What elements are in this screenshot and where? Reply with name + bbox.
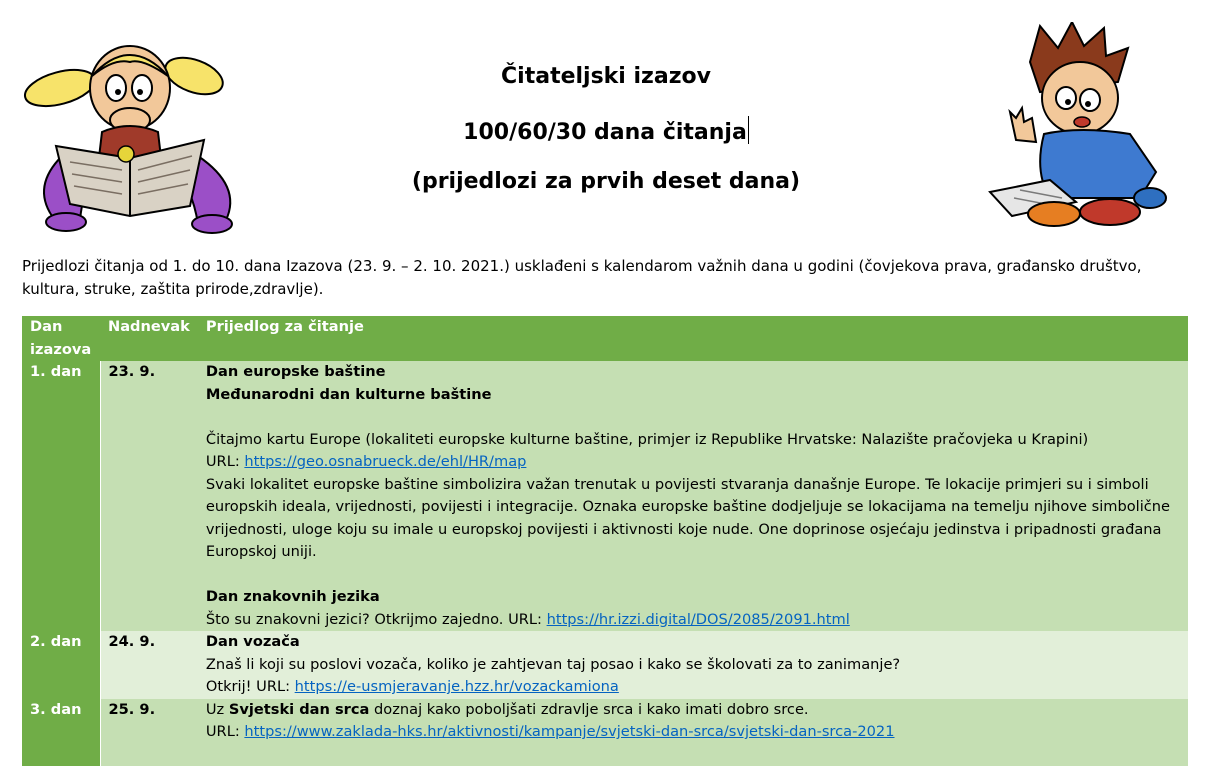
date-cell: 24. 9.	[100, 631, 198, 699]
header-day: Dan izazova	[22, 316, 100, 361]
spacer	[206, 406, 1180, 429]
table-row	[22, 631, 1188, 699]
suggestion-text	[206, 699, 1180, 722]
header-date: Nadnevak	[100, 316, 198, 361]
url-line	[206, 609, 1180, 632]
driver-careers-link[interactable]: https://e-usmjeravanje.hzz.hr/vozackamiona	[295, 678, 619, 695]
table-header-row	[22, 316, 1188, 361]
suggestion-text: Što su znakovni jezici? Otkrijmo zajedno. URL:	[206, 611, 547, 628]
header-suggestion: Prijedlog za čitanje	[198, 316, 1188, 361]
table-row	[22, 361, 1188, 631]
sign-languages-link[interactable]: https://hr.izzi.digital/DOS/2085/2091.html	[547, 611, 850, 628]
day-cell: 3. dan	[22, 699, 100, 766]
event-heading: Dan vozača	[206, 631, 1180, 654]
girl-reading-icon	[22, 36, 254, 236]
suggestion-text: Otkrij! URL:	[206, 678, 295, 695]
intro-paragraph: Prijedlozi čitanja od 1. do 10. dana Izazova (23. 9. – 2. 10. 2021.) usklađeni s kalendarom važnih dana u godini (čovjekova prava, građansko društvo, kultura, struke, zaštita prirode,zdravlje).	[22, 255, 1192, 301]
text-cursor	[748, 116, 749, 144]
boy-reading-icon	[980, 22, 1180, 228]
date-cell: 25. 9.	[100, 699, 198, 766]
event-heading: Svjetski dan srca	[229, 701, 370, 718]
url-line	[206, 721, 1180, 744]
title-line-2	[300, 116, 912, 146]
suggestion-cell	[198, 699, 1188, 766]
url-label: URL:	[206, 453, 245, 470]
reading-plan-table	[22, 316, 1188, 766]
suggestion-cell	[198, 361, 1188, 631]
suggestion-text: Znaš li koji su poslovi vozača, koliko je zahtjevan taj posao i kako se školovati za to zanimanje?	[206, 654, 1180, 677]
url-line	[206, 451, 1180, 474]
date-cell: 23. 9.	[100, 361, 198, 631]
event-heading: Dan znakovnih jezika	[206, 586, 1180, 609]
day-cell: 1. dan	[22, 361, 100, 631]
heart-day-link[interactable]: https://www.zaklada-hks.hr/aktivnosti/kampanje/svjetski-dan-srca/svjetski-dan-srca-2021	[244, 723, 894, 740]
event-heading: Međunarodni dan kulturne baštine	[206, 384, 1180, 407]
title-line-1: Čitateljski izazov	[300, 64, 912, 90]
title-line-3: (prijedlozi za prvih deset dana)	[300, 169, 912, 195]
suggestion-cell	[198, 631, 1188, 699]
title-line-2-text: 100/60/30 dana čitanja	[463, 120, 747, 145]
europe-heritage-map-link[interactable]: https://geo.osnabrueck.de/ehl/HR/map	[244, 453, 526, 470]
text-fragment: doznaj kako poboljšati zdravlje srca i kako imati dobro srce.	[369, 701, 808, 718]
suggestion-text: Svaki lokalitet europske baštine simbolizira važan trenutak u povijesti stvaranja današnje Europe. Te lokacije primjeri su i simboli europskih ideala, vrijednosti, povijesti i integracije. Oznaka europske baštine dodjeljuje se lokacijama na temelju njihove simbolične vrijednosti, uloge koju su imale u europskoj povijesti i aktivnosti koje nude. One doprinose osjećaju jedinstva i pripadnosti građana Europskoj uniji.	[206, 474, 1180, 564]
table-row	[22, 699, 1188, 766]
url-line	[206, 676, 1180, 699]
spacer	[206, 564, 1180, 587]
url-label: URL:	[206, 723, 245, 740]
day-cell: 2. dan	[22, 631, 100, 699]
event-heading: Dan europske baštine	[206, 361, 1180, 384]
text-fragment: Uz	[206, 701, 229, 718]
suggestion-text: Čitajmo kartu Europe (lokaliteti europske kulturne baštine, primjer iz Republike Hrvatske: Nalazište pračovjeka u Krapini)	[206, 429, 1180, 452]
